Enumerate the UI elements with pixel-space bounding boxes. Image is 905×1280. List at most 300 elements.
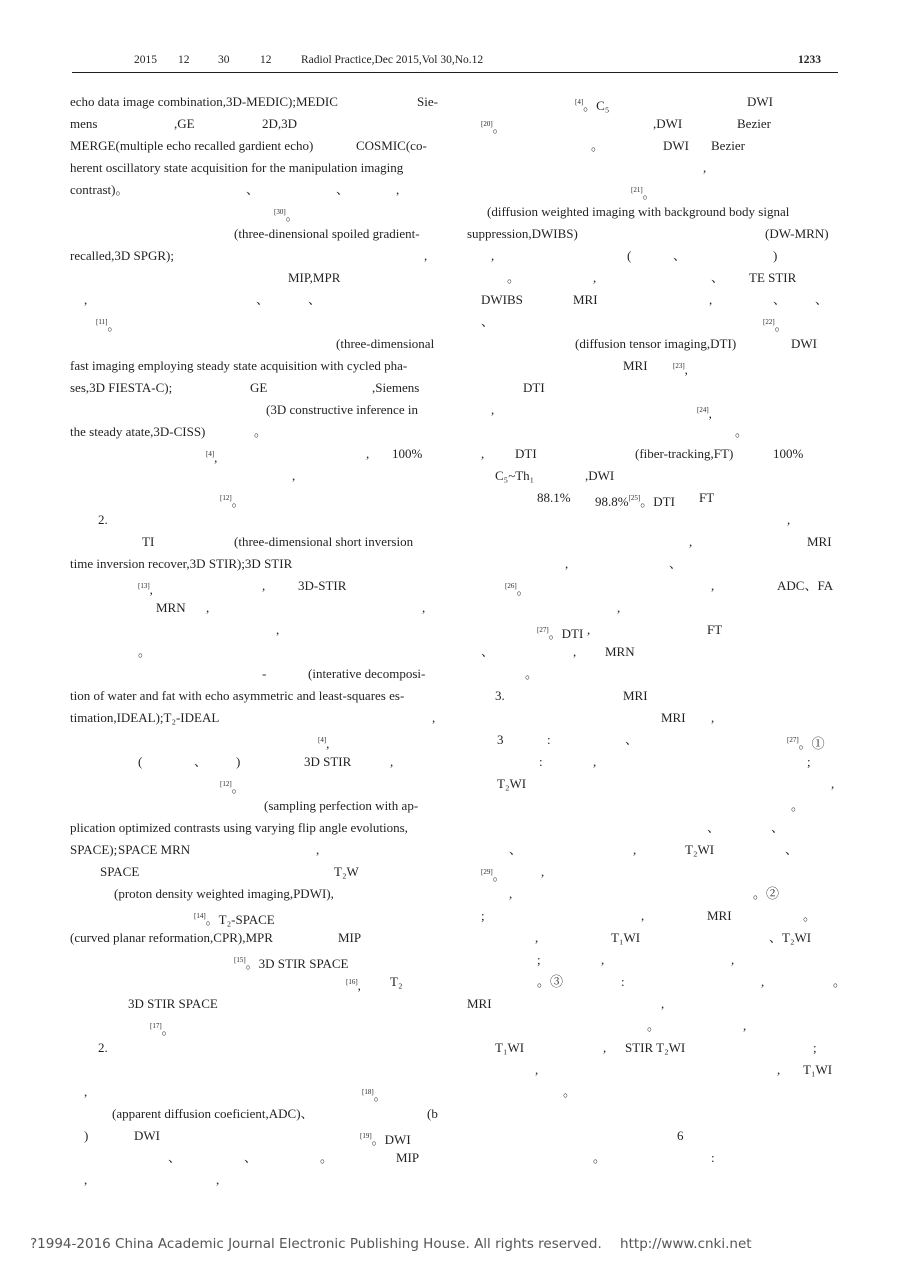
text-fragment: , (633, 842, 637, 857)
right-line (467, 509, 835, 531)
text-fragment: [20]。 (481, 120, 506, 135)
text-fragment: time inversion recover,3D STIR);3D STIR (70, 556, 293, 571)
text-fragment: T₂ (390, 974, 403, 989)
text-fragment: 。 (320, 1150, 334, 1165)
text-fragment: - (262, 666, 267, 681)
text-fragment: Bezier (711, 138, 745, 153)
text-fragment: , (316, 842, 320, 857)
right-line (467, 575, 835, 597)
right-line (467, 1081, 835, 1103)
text-fragment: 、 (256, 292, 270, 307)
text-fragment: [13], (138, 582, 153, 597)
right-line (467, 311, 835, 333)
left-line (70, 949, 438, 971)
right-line (467, 531, 835, 553)
text-fragment: SPACE (100, 864, 140, 879)
text-fragment: timation,IDEAL);T₂-IDEAL (70, 710, 220, 725)
left-line (70, 377, 438, 399)
text-fragment: 。 (647, 1018, 661, 1033)
left-line (70, 927, 438, 949)
text-fragment: 3D STIR (304, 754, 352, 769)
text-fragment: , (541, 864, 545, 879)
text-fragment: MRI (807, 534, 832, 549)
text-fragment: , (743, 1018, 747, 1033)
right-line (467, 377, 835, 399)
text-fragment: echo data image combination,3D-MEDIC);MEDIC (70, 94, 338, 109)
text-fragment: [18]。 (362, 1088, 387, 1103)
right-line (467, 949, 835, 971)
text-fragment: , (587, 622, 591, 637)
text-fragment: 、 (246, 182, 260, 197)
text-fragment: Sie- (417, 94, 438, 109)
text-fragment: , (276, 622, 280, 637)
left-line (70, 575, 438, 597)
right-line (467, 1015, 835, 1037)
right-line (467, 421, 835, 443)
text-fragment: 。② (753, 886, 780, 901)
text-fragment: MIP,MPR (288, 270, 341, 285)
text-fragment: 、 (673, 248, 687, 263)
text-fragment: MIP (396, 1150, 420, 1165)
text-fragment: STIR T₂WI (625, 1040, 686, 1055)
header-issue: 12 (260, 54, 272, 66)
text-fragment: MRI (661, 710, 686, 725)
text-fragment: 、 (815, 292, 829, 307)
text-fragment: 、 (308, 292, 322, 307)
text-fragment: , (491, 402, 495, 417)
text-fragment: DTI (515, 446, 537, 461)
text-fragment: , (731, 952, 735, 967)
text-fragment: 。 (791, 798, 805, 813)
text-fragment: [22]。 (763, 318, 788, 333)
text-fragment: COSMIC(co- (356, 138, 427, 153)
right-line (467, 135, 835, 157)
text-fragment: TI (142, 534, 155, 549)
text-fragment: , (84, 1084, 88, 1099)
left-line (70, 487, 438, 509)
text-fragment: 、 (194, 754, 208, 769)
right-line (467, 795, 835, 817)
text-fragment: ) (84, 1128, 89, 1143)
text-fragment: , (535, 930, 539, 945)
right-line (467, 553, 835, 575)
left-line (70, 839, 438, 861)
text-fragment: 、 (244, 1150, 258, 1165)
text-fragment: herent oscillatory state acquisition for the manipulation imaging (70, 160, 404, 175)
text-fragment: 。 (138, 644, 152, 659)
text-fragment: the steady atate,3D-CISS) (70, 424, 206, 439)
right-line (467, 355, 835, 377)
text-fragment: MRI (573, 292, 598, 307)
left-line (70, 707, 438, 729)
text-fragment: : (539, 754, 543, 769)
text-fragment: plication optimized contrasts using varying flip angle evolutions, (70, 820, 408, 835)
right-line (467, 487, 835, 509)
text-fragment: , (491, 248, 495, 263)
left-line (70, 245, 438, 267)
text-fragment: [17]。 (150, 1022, 175, 1037)
text-fragment: 。 (735, 424, 749, 439)
right-line (467, 663, 835, 685)
header-year: 2015 (134, 54, 157, 66)
right-line (467, 179, 835, 201)
right-line (467, 201, 835, 223)
text-fragment: 98.8%[25]。DTI (595, 494, 675, 509)
right-line (467, 1103, 835, 1125)
text-fragment: [15]。3D STIR SPACE (234, 956, 349, 971)
left-line (70, 289, 438, 311)
text-fragment: MIP (338, 930, 362, 945)
text-fragment: T₂W (334, 864, 359, 879)
left-line (70, 179, 438, 201)
text-fragment: , (481, 446, 485, 461)
text-fragment: 2. (98, 1040, 108, 1055)
text-fragment: [11]。 (96, 318, 121, 333)
text-fragment: FT (707, 622, 723, 637)
text-fragment: , (535, 1062, 539, 1077)
text-fragment: 3. (495, 688, 505, 703)
text-fragment: suppression,DWIBS) (467, 226, 578, 241)
right-line (467, 817, 835, 839)
header-journal-citation: Radiol Practice,Dec 2015,Vol 30,No.12 (301, 54, 484, 66)
text-fragment: , (573, 644, 577, 659)
text-fragment: , (787, 512, 791, 527)
left-line (70, 795, 438, 817)
text-fragment: , (292, 468, 296, 483)
right-line (467, 223, 835, 245)
text-fragment: 100% (773, 446, 804, 461)
left-line (70, 465, 438, 487)
left-line (70, 113, 438, 135)
header-page-number: 1233 (798, 54, 821, 66)
text-fragment: MRI (623, 358, 648, 373)
text-fragment: T₁WI (495, 1040, 525, 1055)
text-fragment: DWI (791, 336, 817, 351)
footer-copyright: ?1994-2016 China Academic Journal Electronic Publishing House. All rights reserved. (30, 1236, 602, 1252)
left-line (70, 751, 438, 773)
left-line (70, 399, 438, 421)
text-fragment: 。 (254, 424, 268, 439)
left-line (70, 1103, 438, 1125)
left-line (70, 1125, 438, 1147)
text-fragment: , (831, 776, 835, 791)
header-volume: 30 (218, 54, 230, 66)
text-fragment: : (711, 1150, 715, 1165)
text-fragment: (three-dimensional short inversion (234, 534, 414, 549)
text-fragment: recalled,3D SPGR); (70, 248, 174, 263)
text-fragment: , (84, 292, 88, 307)
text-fragment: (three-dinensional spoiled gradient- (234, 226, 420, 241)
text-fragment: ; (807, 754, 811, 769)
text-fragment: mens (70, 116, 98, 131)
left-line (70, 685, 438, 707)
text-fragment: 3 (497, 732, 504, 747)
text-fragment: , (761, 974, 765, 989)
text-fragment: [12]。 (220, 494, 245, 509)
text-fragment: , (617, 600, 621, 615)
text-fragment: 、 (481, 644, 495, 659)
text-fragment: , (390, 754, 394, 769)
text-fragment: ,GE (174, 116, 195, 131)
text-fragment: T₂WI (497, 776, 527, 791)
text-fragment: , (565, 556, 569, 571)
right-line (467, 245, 835, 267)
text-fragment: (DW-MRN) (765, 226, 829, 241)
text-fragment: DWI (663, 138, 689, 153)
text-fragment: ) (236, 754, 241, 769)
text-fragment: [4], (206, 450, 218, 465)
text-fragment: : (547, 732, 551, 747)
right-line (467, 597, 835, 619)
text-fragment: [4]。C₅ (575, 98, 610, 113)
left-line (70, 91, 438, 113)
text-fragment: C₅~Th₁ (495, 468, 535, 483)
text-fragment: [21]。 (631, 186, 656, 201)
left-line (70, 883, 438, 905)
text-fragment: T₁WI (611, 930, 641, 945)
text-fragment: 3D-STIR (298, 578, 347, 593)
text-fragment: ,Siemens (372, 380, 420, 395)
text-fragment: ; (481, 908, 485, 923)
text-fragment: (diffusion tensor imaging,DTI) (575, 336, 737, 351)
text-fragment: 。 (525, 666, 539, 681)
left-line (70, 773, 438, 795)
left-line (70, 597, 438, 619)
left-line (70, 1059, 438, 1081)
text-fragment: DWI (747, 94, 773, 109)
text-fragment: MRN (156, 600, 186, 615)
text-fragment: [27]。① (787, 736, 825, 751)
text-fragment: ) (773, 248, 778, 263)
header-rule (72, 72, 838, 73)
text-fragment: ; (537, 952, 541, 967)
right-line (467, 707, 835, 729)
text-fragment: MRI (623, 688, 648, 703)
left-line (70, 905, 438, 927)
text-fragment: ,DWI (585, 468, 615, 483)
text-fragment: 、 (625, 732, 639, 747)
text-fragment: (proton density weighted imaging,PDWI), (114, 886, 334, 901)
text-fragment: [27]。DTI (537, 626, 584, 641)
text-fragment: 6 (677, 1128, 684, 1143)
text-fragment: 、 (773, 292, 787, 307)
text-fragment: , (593, 754, 597, 769)
left-line (70, 861, 438, 883)
text-fragment: 。 (563, 1084, 577, 1099)
right-line (467, 729, 835, 751)
text-fragment: (b (427, 1106, 438, 1121)
text-fragment: ADC、FA (777, 578, 834, 593)
text-fragment: , (709, 292, 713, 307)
left-line (70, 509, 438, 531)
text-fragment: (curved planar reformation,CPR),MPR (70, 930, 273, 945)
left-line (70, 663, 438, 685)
text-fragment: , (206, 600, 210, 615)
text-fragment: SPACE MRN (118, 842, 191, 857)
text-fragment: , (509, 886, 513, 901)
right-line (467, 883, 835, 905)
left-line (70, 1015, 438, 1037)
right-line (467, 465, 835, 487)
text-fragment: 。 (507, 270, 521, 285)
left-line (70, 1147, 438, 1169)
text-fragment: 2. (98, 512, 108, 527)
text-fragment: 3D STIR SPACE (128, 996, 218, 1011)
left-line (70, 333, 438, 355)
right-line (467, 619, 835, 641)
right-line (467, 685, 835, 707)
text-fragment: ( (138, 754, 143, 769)
text-fragment: contrast)。 (70, 182, 129, 197)
left-line (70, 223, 438, 245)
text-fragment: MRI (467, 996, 492, 1011)
text-fragment: [12]。 (220, 780, 245, 795)
right-line (467, 927, 835, 949)
text-fragment: (3D constructive inference in (266, 402, 418, 417)
text-fragment: 。③ (537, 974, 564, 989)
text-fragment: FT (699, 490, 715, 505)
text-fragment: 、 (707, 820, 721, 835)
text-fragment: 88.1% (537, 490, 571, 505)
text-fragment: 。 (803, 908, 817, 923)
text-fragment: (apparent diffusion coeficient,ADC)、 (112, 1106, 314, 1121)
text-fragment: (diffusion weighted imaging with background body signal (487, 204, 790, 219)
right-line (467, 993, 835, 1015)
text-fragment: (fiber-tracking,FT) (635, 446, 734, 461)
text-fragment: 。 (591, 138, 605, 153)
left-line (70, 135, 438, 157)
right-line (467, 333, 835, 355)
text-fragment: : (621, 974, 625, 989)
text-fragment: [26]。 (505, 582, 530, 597)
text-fragment: T₁WI (803, 1062, 833, 1077)
text-fragment: 、 (669, 556, 683, 571)
right-line (467, 971, 847, 993)
left-line (70, 355, 438, 377)
text-fragment: [23], (673, 362, 688, 377)
left-line (70, 971, 438, 993)
text-fragment: fast imaging employing steady state acquisition with cycled pha- (70, 358, 408, 373)
left-line (70, 1037, 438, 1059)
left-line (70, 993, 438, 1015)
right-line (467, 157, 835, 179)
text-fragment: tion of water and fat with echo asymmetric and least-squares es- (70, 688, 405, 703)
text-fragment: , (84, 1172, 88, 1187)
text-fragment: MRI (707, 908, 732, 923)
text-fragment: , (422, 600, 426, 615)
text-fragment: , (689, 534, 693, 549)
text-fragment: 、 (336, 182, 350, 197)
text-fragment: 、T₂WI (769, 930, 812, 945)
right-line (467, 289, 835, 311)
right-line (467, 1037, 835, 1059)
right-line (467, 267, 835, 289)
text-fragment: DTI (523, 380, 545, 395)
text-fragment: 2D,3D (262, 116, 298, 131)
right-line (467, 113, 835, 135)
text-fragment: (sampling perfection with ap- (264, 798, 419, 813)
footer (30, 1236, 752, 1252)
left-line (70, 267, 438, 289)
right-line (467, 91, 835, 113)
text-fragment: [24], (697, 406, 712, 421)
right-line (467, 1125, 835, 1147)
text-fragment: DWI (134, 1128, 160, 1143)
text-fragment: , (641, 908, 645, 923)
right-line (467, 641, 835, 663)
text-fragment: 、 (168, 1150, 182, 1165)
right-line (467, 773, 835, 795)
left-line (70, 641, 438, 663)
left-line (70, 1081, 438, 1103)
left-line (70, 311, 438, 333)
text-fragment: (three-dimensional (336, 336, 435, 351)
text-fragment: T₂WI (685, 842, 715, 857)
footer-url: http://www.cnki.net (620, 1236, 752, 1252)
text-fragment: [16], (346, 978, 361, 993)
text-fragment: , (711, 710, 715, 725)
text-fragment: 、 (785, 842, 799, 857)
left-line (70, 421, 438, 443)
text-fragment: MRN (605, 644, 635, 659)
left-line (70, 619, 438, 641)
left-line (70, 817, 438, 839)
text-fragment: 、 (711, 270, 725, 285)
text-fragment: 。 (593, 1150, 607, 1165)
right-line (467, 861, 835, 883)
right-line (467, 1147, 835, 1169)
text-fragment: , (593, 270, 597, 285)
text-fragment: [4], (318, 736, 330, 751)
text-fragment: Bezier (737, 116, 771, 131)
right-line (467, 443, 835, 465)
text-fragment: [19]。DWI (360, 1132, 411, 1147)
text-fragment: , (366, 446, 370, 461)
text-fragment: 。 (833, 974, 847, 989)
left-line (70, 1169, 438, 1191)
text-fragment: ses,3D FIESTA-C); (70, 380, 173, 395)
text-fragment: , (603, 1040, 607, 1055)
text-fragment: 100% (392, 446, 423, 461)
text-fragment: , (432, 710, 436, 725)
text-fragment: , (703, 160, 707, 175)
right-line (467, 751, 835, 773)
left-line (70, 157, 438, 179)
right-line (467, 399, 835, 421)
right-line (467, 1059, 835, 1081)
left-line (70, 729, 438, 751)
text-fragment: , (396, 182, 400, 197)
text-fragment: MERGE(multiple echo recalled gardient echo) (70, 138, 314, 153)
left-line (70, 443, 438, 465)
text-fragment: GE (250, 380, 268, 395)
text-fragment: , (711, 578, 715, 593)
text-fragment: DWIBS (481, 292, 523, 307)
text-fragment: SPACE); (70, 842, 118, 857)
text-fragment: (interative decomposi- (308, 666, 426, 681)
text-fragment: ,DWI (653, 116, 683, 131)
text-fragment: [29]。 (481, 868, 506, 883)
text-fragment: ( (627, 248, 632, 263)
left-line (70, 201, 438, 223)
text-fragment: , (661, 996, 665, 1011)
text-fragment: [14]。T₂-SPACE (194, 912, 275, 927)
text-fragment: TE STIR (749, 270, 797, 285)
text-fragment: , (601, 952, 605, 967)
text-fragment: , (777, 1062, 781, 1077)
left-line (70, 553, 438, 575)
text-fragment: 、 (509, 842, 523, 857)
